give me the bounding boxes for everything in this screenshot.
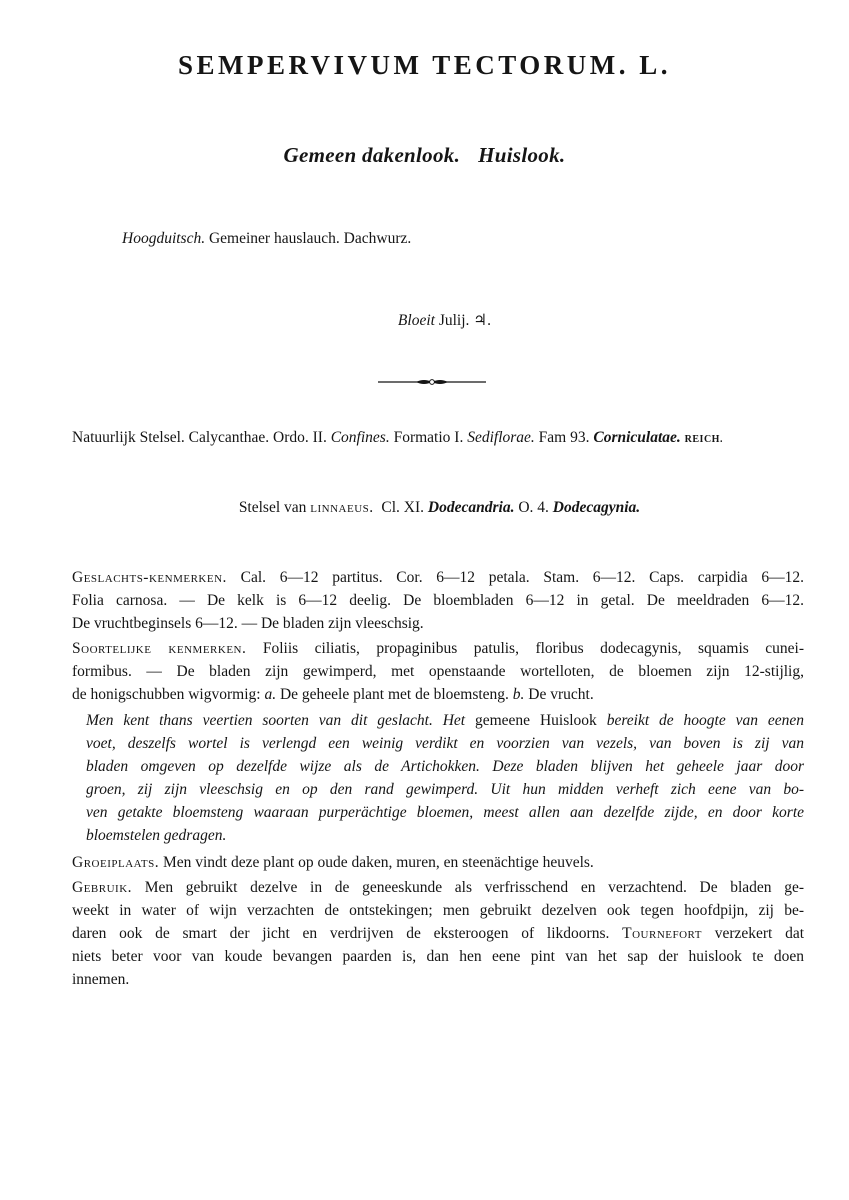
habitat-label: Groeiplaats. — [72, 854, 160, 871]
habitat-line — [72, 851, 804, 874]
dutch-names — [0, 143, 849, 168]
use-line-1-text: Men gebruikt dezelve in de geneeskunde als verfrisschend en verzachtend. De bladen ge- — [144, 879, 805, 896]
species-line-1 — [72, 637, 804, 660]
description-line-4: groen, zij zijn vleeschsig en op den rand gewimperd. Uit hun midden verheft zich eene van bo- — [86, 781, 804, 798]
description-line-3: bladen omgeven op dezelfde wijze als de Artichokken. Deze bladen blijven het geheele jaar door — [86, 758, 804, 775]
genus-description — [72, 709, 804, 847]
use-line-4: niets beter voor van koude bevangen paarden is, dan hen eene pint van het sap der huislook te doen — [72, 948, 804, 965]
linnaeus-system-line — [0, 499, 849, 517]
formatio-name: Sediflorae. — [467, 429, 535, 446]
dutch-name-1: Gemeen dakenlook. — [283, 143, 461, 167]
flowering-value: Julij. ♃. — [438, 312, 492, 329]
german-names-text: Gemeiner hauslauch. Dachwurz. — [208, 230, 412, 247]
description-line-1 — [86, 709, 804, 732]
linnaeus-name: linnaeus. — [310, 499, 374, 516]
linnaeus-order: O. 4. — [518, 499, 549, 516]
description-line-2: voet, deszelfs wortel is verlengd een weinig verdikt en voorzien van vezels, van boven is zij van — [86, 735, 804, 752]
use-line-5: innemen. — [72, 971, 130, 988]
german-label: Hoogduitsch. — [122, 230, 206, 247]
linnaeus-order-name: Dodecagynia. — [552, 499, 641, 516]
use-line-3 — [72, 922, 804, 945]
use-line-3-pre: daren ook de smart der jicht en verdrijven de eksteroogen of likdoorns. — [72, 925, 610, 942]
use-line-1 — [72, 876, 804, 899]
genus-line-1 — [72, 566, 804, 589]
genus-line-2: Folia carnosa. — De kelk is 6—12 deelig. De bloembladen 6—12 in getal. De meeldraden 6—12. — [72, 592, 804, 609]
description-line-6: bloemstelen gedragen. — [86, 827, 227, 844]
description-line-1b: gemeene Huislook — [474, 712, 597, 729]
linnaeus-class-name: Dodecandria. — [427, 499, 515, 516]
figure-ref-b: b. — [512, 686, 525, 703]
ordo-name: Confines. — [330, 429, 390, 446]
species-label: Soortelijke kenmerken. — [72, 640, 247, 657]
genus-line-3: De vruchtbeginsels 6—12. — De bladen zijn vleeschsig. — [72, 615, 424, 632]
habitat-text: Men vindt deze plant op oude daken, muren, en steenächtige heuvels. — [162, 854, 594, 871]
genus-characters — [72, 566, 804, 635]
linnaeus-lead: Stelsel van — [238, 499, 307, 516]
flowering-time — [0, 311, 849, 330]
natural-system-line — [72, 429, 723, 447]
species-line-1-text: Foliis ciliatis, propaginibus patulis, floribus dodecagynis, squamis cunei- — [262, 640, 804, 657]
use-line-2: weekt in water of wijn verzachten de ontstekingen; men gebruikt dezelven ook tegen hoofdpijn, zij be- — [72, 902, 804, 919]
genus-line-1-text: Cal. 6—12 partitus. Cor. 6—12 petala. Stam. 6—12. Caps. carpidia 6—12. — [240, 569, 804, 586]
flowering-label: Bloeit — [397, 312, 435, 329]
dutch-name-2: Huislook. — [478, 143, 566, 167]
species-line-2: formibus. — De bladen zijn gewimperd, met openstaande wortelloten, de bloemen zijn 12-stijlig, — [72, 663, 804, 680]
page-title: SEMPERVIVUM TECTORUM. L. — [177, 50, 672, 80]
description-line-1c: bereikt de hoogte van eenen — [606, 712, 805, 729]
use-line-3-post: verzekert dat — [714, 925, 805, 942]
use-section — [72, 876, 804, 991]
system-author: REICH. — [684, 434, 723, 445]
habitat — [72, 851, 804, 874]
species-line-3 — [72, 683, 804, 706]
description-line-1a: Men kent thans veertien soorten van dit geslacht. Het — [86, 712, 466, 729]
formatio: Formatio I. — [393, 429, 464, 446]
ornamental-divider — [378, 377, 486, 387]
natural-system-lead: Natuurlijk Stelsel. Calycanthae. Ordo. II. — [72, 429, 327, 446]
german-names — [122, 230, 411, 248]
family-number: Fam 93. — [538, 429, 590, 446]
species-line-3-mid: De geheele plant met de bloemsteng. — [279, 686, 509, 703]
family-name: Corniculatae. — [593, 429, 681, 446]
figure-ref-a: a. — [264, 686, 277, 703]
tournefort-name: Tournefort — [622, 925, 702, 942]
species-line-3-pre: de honigschubben wigvormig: — [72, 686, 261, 703]
use-label: Gebruik. — [72, 879, 133, 896]
species-characters — [72, 637, 804, 706]
species-line-3-post: De vrucht. — [528, 686, 594, 703]
description-line-5: ven getakte bloemsteng waaraan purperächtige bloemen, meest allen aan dezelfde zijde, en door korte — [86, 804, 804, 821]
linnaeus-class: Cl. XI. — [381, 499, 425, 516]
genus-label: Geslachts-kenmerken. — [72, 569, 227, 586]
